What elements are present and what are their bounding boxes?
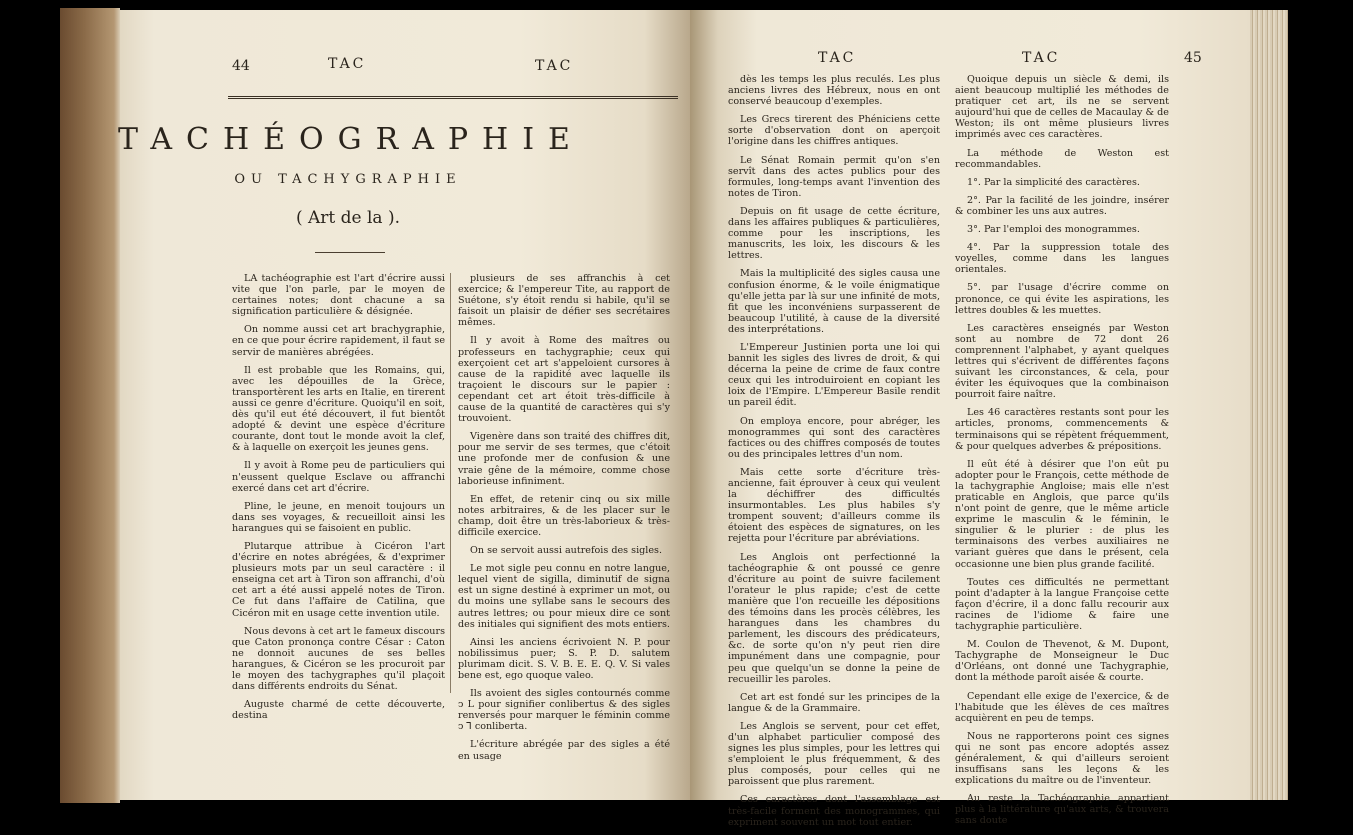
paragraph: Cet art est fondé sur les principes de la langue & de la Grammaire. bbox=[728, 691, 940, 714]
paragraph: Il eût été à désirer que l'on eût pu adopter pour le François, cette méthode de la tachygraphie Angloise; mais elle n'est praticable en Anglois, que parce qu'ils n'ont point de genre, que le même article exprime le masculin & le féminin, le singulier & le plurier : de plus les terminaisons des verbes auxiliaires ne variant guères que dans le présent, cela occasionne une bien plus grande facilité. bbox=[955, 458, 1169, 570]
paragraph: Pline, le jeune, en menoit toujours un dans ses voyages, & recueilloit ainsi les harangues qui se faisoient en public. bbox=[232, 500, 445, 534]
paragraph: Les 46 caractères restants sont pour les articles, pronoms, commencements & terminaisons qui se répètent fréquemment, & pour quelques adverbes & prépositions. bbox=[955, 407, 1169, 452]
running-head-left-b: TAC bbox=[535, 58, 574, 74]
paragraph: Quoique depuis un siècle & demi, ils aient beaucoup multiplié les méthodes de pratiquer cet art, ils ne se servent aujourd'hui que de celles de Macaulay & de Weston; ils ont même plusieurs livres imprimés avec ces caractères. bbox=[955, 74, 1169, 141]
paragraph: Auguste charmé de cette découverte, destina bbox=[232, 699, 445, 722]
running-head-left-a: TAC bbox=[328, 56, 367, 72]
right-column-1 bbox=[728, 74, 940, 835]
paragraph: 2°. Par la facilité de les joindre, insérer & combiner les uns aux autres. bbox=[955, 194, 1169, 217]
paragraph: Mais la multiplicité des sigles causa une confusion énorme, & le voile énigmatique qu'elle jetta par là sur une infinité de mots, fit que les inconvéniens surpasserent de beaucoup l'utilité, à cause de la diversité des interprétations. bbox=[728, 268, 940, 335]
paragraph: Les Anglois se servent, pour cet effet, d'un alphabet particulier composé des signes les plus simples, pour les lettres qui s'emploient le plus fréquemment, & des plus composés, pour celles qui ne paroissent que plus rarement. bbox=[728, 720, 940, 788]
paragraph: plusieurs de ses affranchis à cet exercice; & l'empereur Tite, au rapport de Suétone, s'y étoit rendu si habile, qu'il se faisoit un plaisir de défier ses secrétaires mêmes. bbox=[458, 273, 670, 329]
paragraph: Il y avoit à Rome peu de particuliers qui n'eussent quelque Esclave ou affranchi exercé dans cet art d'écrire. bbox=[232, 460, 445, 494]
page-number-left: 44 bbox=[232, 58, 250, 74]
running-head-right-a: TAC bbox=[818, 50, 857, 66]
article-subtitle: OU TACHYGRAPHIE bbox=[234, 172, 462, 187]
paragraph: Plutarque attribue à Cicéron l'art d'écrire en notes abrégées, & d'exprimer plusieurs mots par un seul caractère : il enseigna cet art à Tiron son affranchi, d'où cet art a été aussi appelé notes de Tiron. Ce fut dans l'affaire de Catilina, que Cicéron mit en usage cette invention utile. bbox=[232, 540, 445, 619]
paragraph: 4°. Par la suppression totale des voyelles, comme dans les langues orientales. bbox=[955, 242, 1169, 276]
book-spine-left bbox=[60, 8, 120, 803]
paragraph: Le Sénat Romain permit qu'on s'en servît dans des actes publics pour des formules, long-temps avant l'invention des notes de Tiron. bbox=[728, 154, 940, 199]
paragraph: M. Coulon de Thevenot, & M. Dupont, Tachygraphe de Monseigneur le Duc d'Orléans, ont donné une Tachygraphie, dont la méthode paroît aisée & courte. bbox=[955, 639, 1169, 684]
paragraph: Les Anglois ont perfectionné la tachéographie & ont poussé ce genre d'écriture au point de suivre facilement l'orateur le plus rapide; c'est de cette manière que l'on recueille les dépositions des témoins dans les procès célèbres, les harangues dans les chambres du parlement, les discours des prédicateurs, &c. de sorte qu'on n'y peut rien dire impunément dans une compagnie, pour peu que quelqu'un se donne la peine de recueillir les paroles. bbox=[728, 551, 940, 685]
paragraph: LA tachéographie est l'art d'écrire aussi vite que l'on parle, par le moyen de certaines notes; dont chacune a sa signification particulière & désignée. bbox=[232, 273, 445, 318]
paragraph: 3°. Par l'emploi des monogrammes. bbox=[967, 224, 1140, 236]
paragraph: Au reste la Tachéographie appartient plus à la littérature qu'aux arts, & trouvera sans doute bbox=[955, 793, 1169, 827]
paragraph: On nomme aussi cet art brachygraphie, en ce que pour écrire rapidement, il faut se servir de manières abrégées. bbox=[232, 324, 445, 358]
paragraph: L'écriture abrégée par des sigles a été en usage bbox=[458, 739, 670, 762]
paragraph: On employa encore, pour abréger, les monogrammes qui sont des caractères factices ou des chiffres composés de toutes ou des principales lettres d'un nom. bbox=[728, 415, 940, 460]
paragraph: Nous devons à cet art le fameux discours que Caton prononça contre César : Caton ne donnoit aucunes de ses belles harangues, & Cicéron se les procuroit par le moyen des tachygraphes qu'il plaçoit dans différents endroits du Sénat. bbox=[232, 625, 445, 693]
paragraph: La méthode de Weston est recommandables. bbox=[955, 147, 1169, 170]
paragraph: Toutes ces difficultés ne permettant point d'adapter à la langue Françoise cette façon d'écrire, il a donc fallu recourir aux racines de l'idiome & faire une tachygraphie particulière. bbox=[955, 576, 1169, 633]
paragraph: Il y avoit à Rome des maîtres ou professeurs en tachygraphie; ceux qui exerçoient cet art s'appeloient cursores à cause de la rapidité avec laquelle ils traçoient le discours sur le papier : cependant cet art étoit très-difficile à cause de la quantité de caractères qui s'y trouvoient. bbox=[458, 335, 670, 425]
left-column-2 bbox=[458, 273, 670, 769]
paragraph: dès les temps les plus reculés. Les plus anciens livres des Hébreux, nous en ont conservé beaucoup d'exemples. bbox=[728, 74, 940, 108]
column-separator bbox=[450, 273, 451, 693]
article-subtitle-2: ( Art de la ). bbox=[295, 208, 401, 228]
paragraph: Ils avoient des sigles contournés comme ↄ L pour signifier conlibertus & des sigles renversés pour marquer le féminin comme ↄ ꓶ conliberta. bbox=[458, 688, 670, 733]
page-number-right: 45 bbox=[1184, 50, 1202, 66]
paragraph: Les Grecs tirerent des Phéniciens cette sorte d'observation dont on aperçoit l'origine dans les chiffres antiques. bbox=[728, 114, 940, 148]
paragraph: Nous ne rapporterons point ces signes qui ne sont pas encore adoptés assez généralement, & qui d'ailleurs seroient insuffisans sans les leçons & les explications du maître ou de l'inventeur. bbox=[955, 730, 1169, 787]
paragraph: Il est probable que les Romains, qui, avec les dépouilles de la Grèce, transportèrent les arts en Italie, en tirerent aussi ce genre d'écriture. Quoiqu'il en soit, dès qu'il eut été découvert, il fut bientôt adopté & devint une espèce d'écriture courante, dont tout le monde avoit la clef, & à laquelle on exerçoit les jeunes gens. bbox=[232, 364, 445, 454]
paragraph: En effet, de retenir cinq ou six mille notes arbitraires, & de les placer sur le champ, doit être un très-laborieux & très-difficile exercice. bbox=[458, 493, 670, 538]
paragraph: 1°. Par la simplicité des caractères. bbox=[967, 176, 1140, 188]
paragraph: Mais cette sorte d'écriture très-ancienne, fait éprouver à ceux qui veulent la déchiffrer des difficultés insurmontables. Les plus habiles s'y trompent souvent; d'ailleurs comme ils étoient des espèces de signatures, on les rejetta pour l'écriture par abréviations. bbox=[728, 466, 940, 545]
paragraph: Le mot sigle peu connu en notre langue, lequel vient de sigilla, diminutif de signa est un signe destiné à exprimer un mot, ou du moins une syllabe sans le secours des autres lettres; ou pour mieux dire ce sont des initiales qui signifient des mots entiers. bbox=[458, 563, 670, 630]
left-column-1 bbox=[232, 273, 445, 728]
paragraph: Vigenère dans son traité des chiffres dit, pour me servir de ses termes, que c'étoit une profonde mer de confusion & une vraie gêne de la mémoire, comme chose laborieuse infiniment. bbox=[458, 431, 670, 487]
paragraph: Ainsi les anciens écrivoient N. P. pour nobilissimus puer; S. P. D. salutem plurimam dicit. S. V. B. E. E. Q. V. Si vales bene est, ego quoque valeo. bbox=[458, 636, 670, 681]
paragraph: Ces caractères dont l'assemblage est très-facile forment des monogrammes, qui expriment souvent un mot tout entier. bbox=[728, 794, 940, 828]
paragraph: On se servoit aussi autrefois des sigles. bbox=[470, 545, 662, 557]
paragraph: Les caractères enseignés par Weston sont au nombre de 72 dont 26 comprennent l'alphabet, y ayant quelques lettres qui s'écrivent de différentes façons suivant les circonstances, & cela, pour éviter les équivoques que la combinaison pourroit faire naître. bbox=[955, 322, 1169, 401]
page-edges-right bbox=[1250, 10, 1288, 800]
paragraph: L'Empereur Justinien porta une loi qui bannit les sigles des livres de droit, & qui décerna la peine de crime de faux contre ceux qui les introduiroient en copiant les loix de l'Empire. L'Empereur Basile rendit un pareil édit. bbox=[728, 341, 940, 409]
article-title: TACHÉOGRAPHIE bbox=[118, 122, 584, 157]
paragraph: Depuis on fit usage de cette écriture, dans les affaires publiques & particulières, comme pour les inscriptions, les manuscrits, les loix, les discours & les lettres. bbox=[728, 205, 940, 262]
right-column-2 bbox=[955, 74, 1169, 834]
header-rule-left bbox=[228, 96, 678, 99]
running-head-right-b: TAC bbox=[1022, 50, 1061, 66]
title-rule bbox=[315, 252, 385, 253]
paragraph: 5°. par l'usage d'écrire comme on prononce, ce qui évite les aspirations, les lettres doubles & les muettes. bbox=[955, 282, 1169, 316]
paragraph: Cependant elle exige de l'exercice, & de l'habitude que les élèves de ces maîtres acquièrent en peu de temps. bbox=[955, 690, 1169, 724]
